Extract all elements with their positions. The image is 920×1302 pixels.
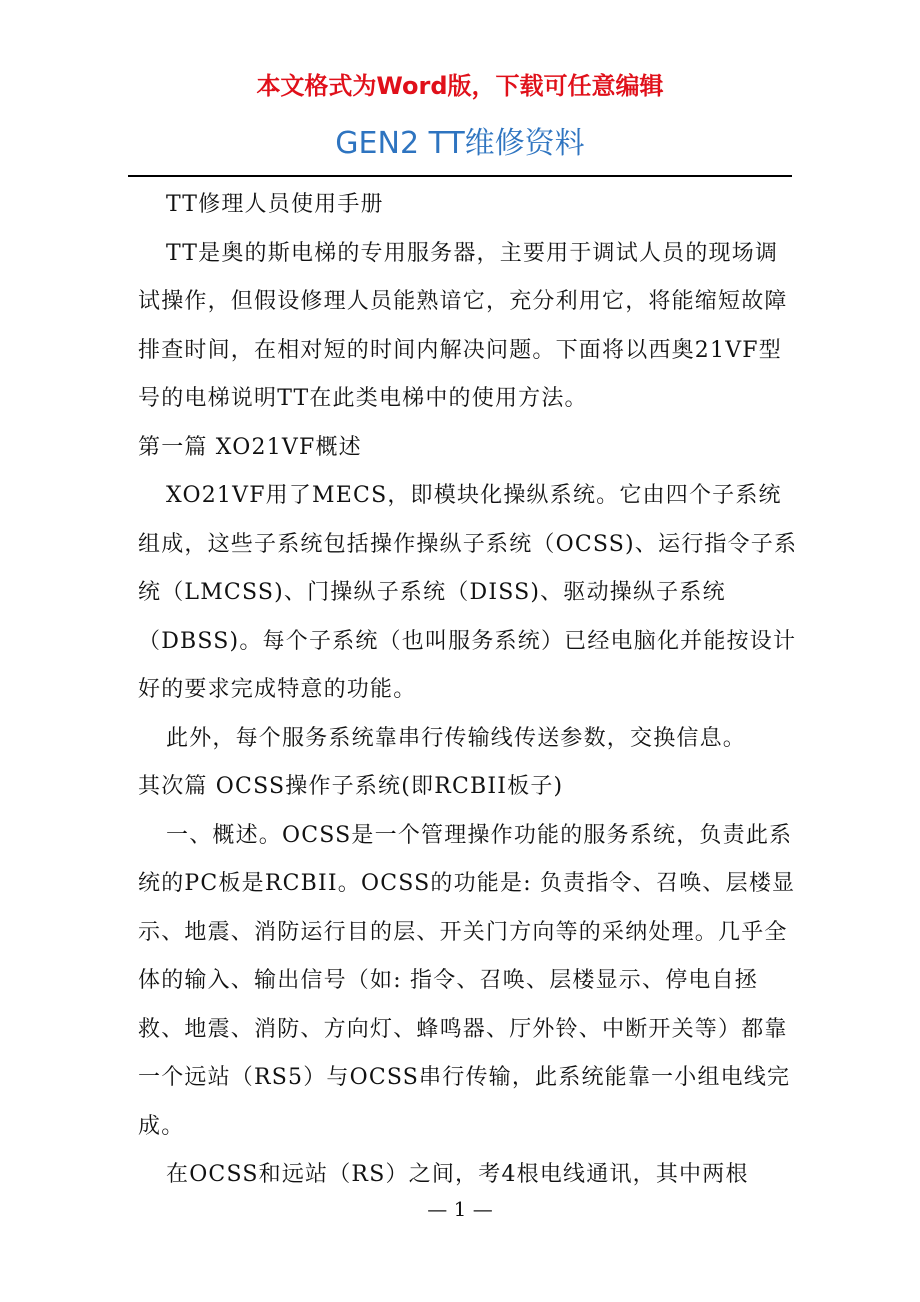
paragraph: 一、概述。OCSS是一个管理操作功能的服务系统，负责此系统的PC板是RCBII。OCSS的功能是: 负责指令、召唤、层楼显示、地震、消防运行目的层、开关门方向等的采纳处理。几乎全体的输入、输出信号（如: 指令、召唤、层楼显示、停电自拯救、地震、消防、方向灯、蜂鸣器、厅外铃、中断开关等）都靠一个远站（RS5）与OCSS串行传输，此系统能靠一小组电线完成。 — [138, 822, 796, 1139]
title-divider — [128, 175, 792, 177]
section-heading: 第一篇 XO21VF概述 — [138, 434, 362, 460]
format-banner: 本文格式为Word版，下载可任意编辑 — [256, 72, 664, 100]
page-number: — 1 — — [427, 1197, 493, 1221]
section-heading: 其次篇 OCSS操作子系统(即RCBII板子) — [138, 774, 564, 799]
paragraph: 此外，每个服务系统靠串行传输线传送参数，交换信息。 — [166, 725, 747, 751]
document-title: GEN2 TT维修资料 — [335, 126, 585, 161]
paragraph: TT修理人员使用手册 — [166, 192, 384, 217]
paragraph: 在OCSS和远站（RS）之间，考4根电线通讯，其中两根 — [166, 1162, 749, 1187]
document-body — [138, 181, 798, 1200]
paragraph: XO21VF用了MECS，即模块化操纵系统。它由四个子系统组成，这些子系统包括操作操纵子系统（OCSS)、运行指令子系统（LMCSS)、门操纵子系统（DISS)、驱动操纵子系统（DBSS)。每个子系统（也叫服务系统）已经电脑化并能按设计好的要求完成特意的功能。 — [138, 483, 798, 702]
paragraph: TT是奥的斯电梯的专用服务器，主要用于调试人员的现场调试操作，但假设修理人员能熟谙它，充分利用它，将能缩短故障排查时间，在相对短的时间内解决问题。下面将以西奥21VF型号的电梯说明TT在此类电梯中的使用方法。 — [138, 240, 788, 411]
